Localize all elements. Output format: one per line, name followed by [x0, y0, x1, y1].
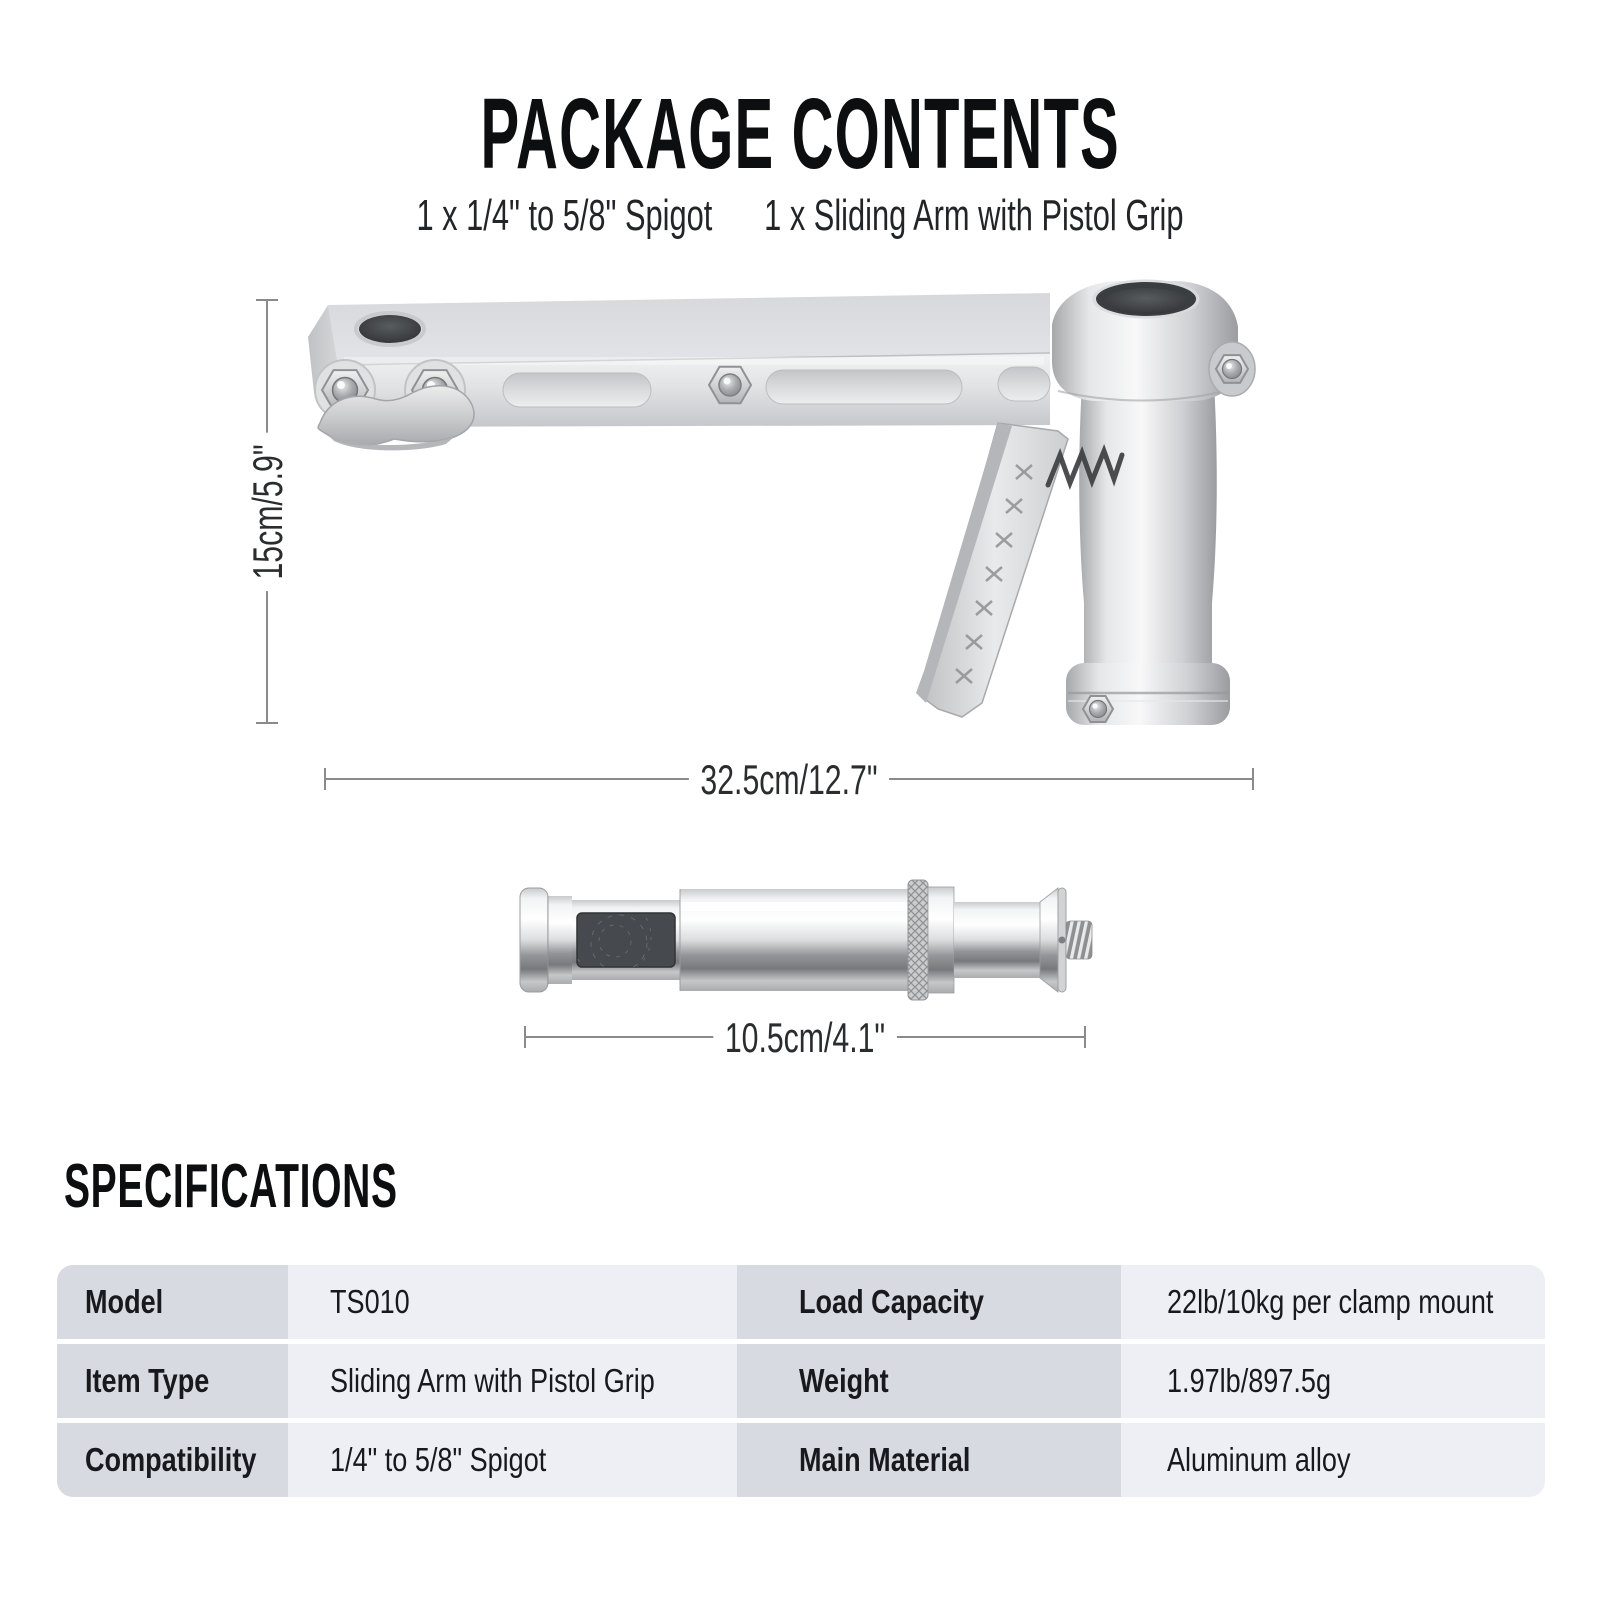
trigger-lever — [916, 423, 1068, 717]
package-item-arm: 1 x Sliding Arm with Pistol Grip — [764, 191, 1184, 240]
spec-label-weight: Weight — [737, 1344, 1121, 1418]
spigot-svg — [515, 875, 1095, 1005]
sliding-arm-svg — [298, 273, 1258, 738]
spigot-thread-tip — [1066, 921, 1092, 959]
arm-bar — [308, 293, 1050, 450]
package-item-spigot: 1 x 1/4" to 5/8" Spigot — [416, 191, 713, 240]
arm-mount-hole — [356, 313, 424, 345]
spec-value-main-material: Aluminum alloy — [1121, 1423, 1545, 1497]
spigot-length-label: 10.5cm/4.1" — [713, 1014, 896, 1062]
specifications-section — [64, 1152, 594, 1221]
specifications-table — [57, 1265, 1545, 1497]
specifications-heading: SPECIFICATIONS — [64, 1152, 398, 1221]
arm-height-label: 15cm/5.9" — [244, 433, 292, 591]
spec-value-weight: 1.97lb/897.5g — [1121, 1344, 1545, 1418]
spec-label-model: Model — [57, 1265, 288, 1339]
package-items-row — [240, 192, 1360, 240]
grip-bottom-clamp — [1066, 663, 1230, 725]
length-dim-right-cap — [1252, 768, 1254, 790]
sliding-arm-image — [298, 273, 1258, 738]
spec-value-model: TS010 — [288, 1265, 737, 1339]
grip-top-opening — [1094, 281, 1198, 317]
spigot-knurled-ring — [908, 880, 928, 1000]
spigot-dim-right-cap — [1084, 1026, 1086, 1048]
spigot-body — [520, 880, 1092, 1000]
grip-top-bolt — [1209, 342, 1255, 396]
spec-value-item-type: Sliding Arm with Pistol Grip — [288, 1344, 737, 1418]
page-title-row — [0, 78, 1600, 190]
spec-label-compatibility: Compatibility — [57, 1423, 288, 1497]
spec-label-item-type: Item Type — [57, 1344, 288, 1418]
arm-hex-nut — [709, 367, 751, 403]
spec-label-load-capacity: Load Capacity — [737, 1265, 1121, 1339]
height-dim-bottom-cap — [256, 722, 278, 724]
arm-length-label: 32.5cm/12.7" — [689, 756, 889, 804]
spec-value-compatibility: 1/4" to 5/8" Spigot — [288, 1423, 737, 1497]
page-title: PACKAGE CONTENTS — [480, 78, 1120, 190]
spigot-image — [515, 875, 1095, 1005]
spec-value-load-capacity: 22lb/10kg per clamp mount — [1121, 1265, 1545, 1339]
spec-label-main-material: Main Material — [737, 1423, 1121, 1497]
pistol-grip — [1052, 281, 1255, 725]
